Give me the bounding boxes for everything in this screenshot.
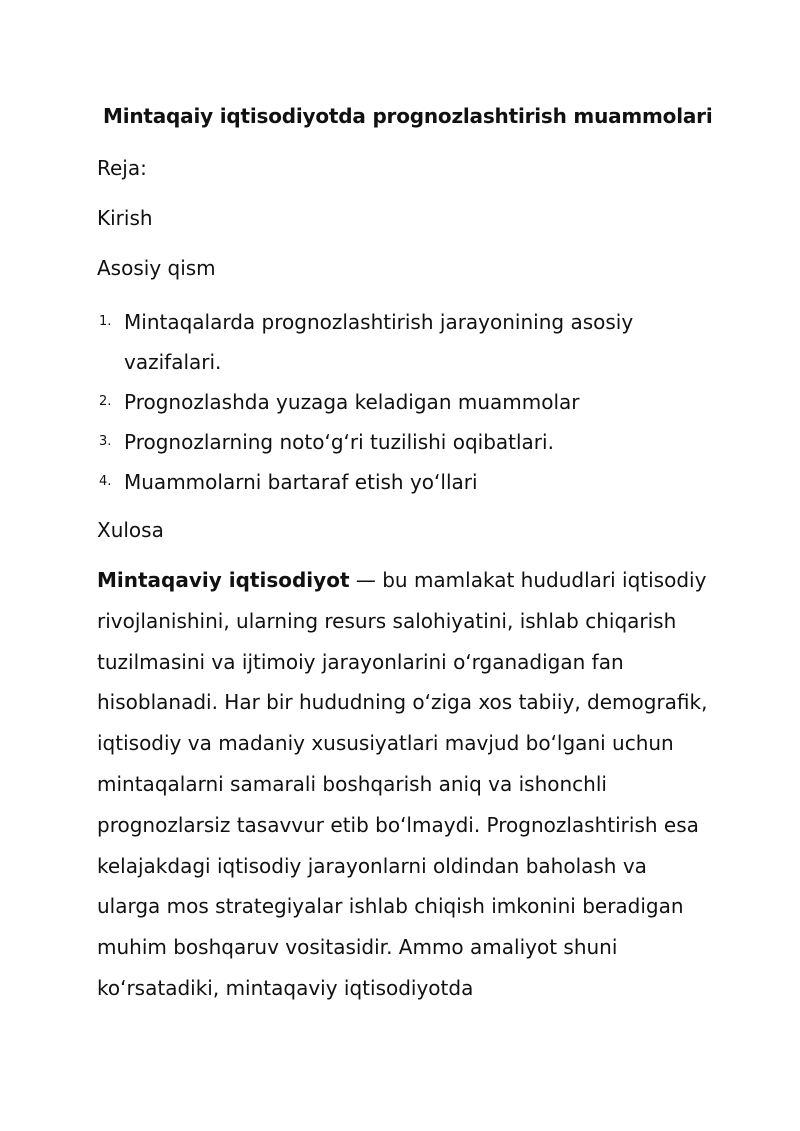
plan-list-item — [97, 382, 707, 422]
main-section-label: Asosiy qism — [97, 256, 216, 280]
document-title: Mintaqaiy iqtisodiyotda prognozlashtirish muammolari — [103, 104, 713, 128]
plan-list-number: 4. — [99, 474, 112, 489]
plan-list-number: 1. — [99, 314, 112, 329]
body-paragraph — [97, 560, 709, 1009]
plan-list-text: Prognozlarning noto‘g‘ri tuzilishi oqibatlari. — [124, 430, 554, 454]
plan-label: Reja: — [97, 156, 147, 180]
plan-list-text: Prognozlashda yuzaga keladigan muammolar — [124, 390, 580, 414]
paragraph-term: Mintaqaviy iqtisodiyot — [97, 568, 350, 592]
intro-label: Kirish — [97, 206, 153, 230]
plan-list-item — [97, 462, 707, 502]
paragraph-body: — bu mamlakat hududlari iqtisodiy rivojlanishini, ularning resurs salohiyatini, ishlab chiqarish tuzilmasini va ijtimoiy jarayonlarini o‘rganadigan fan hisoblanadi. Har bir hududning o‘ziga xos tabiiy, demografik, iqtisodiy va madaniy xususiyatlari mavjud bo‘lgani uchun mintaqalarni samarali boshqarish aniq va ishonchli prognozlarsiz tasavvur etib bo‘lmaydi. Prognozlashtirish esa kelajakdagi iqtisodiy jarayonlarni oldindan baholash va ularga mos strategiyalar ishlab chiqish imkonini beradigan muhim boshqaruv vositasidir. Ammo amaliyot shuni ko‘rsatadiki, mintaqaviy iqtisodiyotda — [97, 568, 708, 1000]
plan-list-number: 3. — [99, 434, 112, 449]
plan-list-item — [97, 422, 707, 462]
plan-list-item — [97, 302, 707, 382]
plan-list-text: Mintaqalarda prognozlashtirish jarayonining asosiy vazifalari. — [124, 310, 634, 374]
plan-list-number: 2. — [99, 394, 112, 409]
conclusion-label: Xulosa — [97, 518, 164, 542]
plan-list — [97, 302, 707, 502]
plan-list-text: Muammolarni bartaraf etish yo‘llari — [124, 470, 478, 494]
